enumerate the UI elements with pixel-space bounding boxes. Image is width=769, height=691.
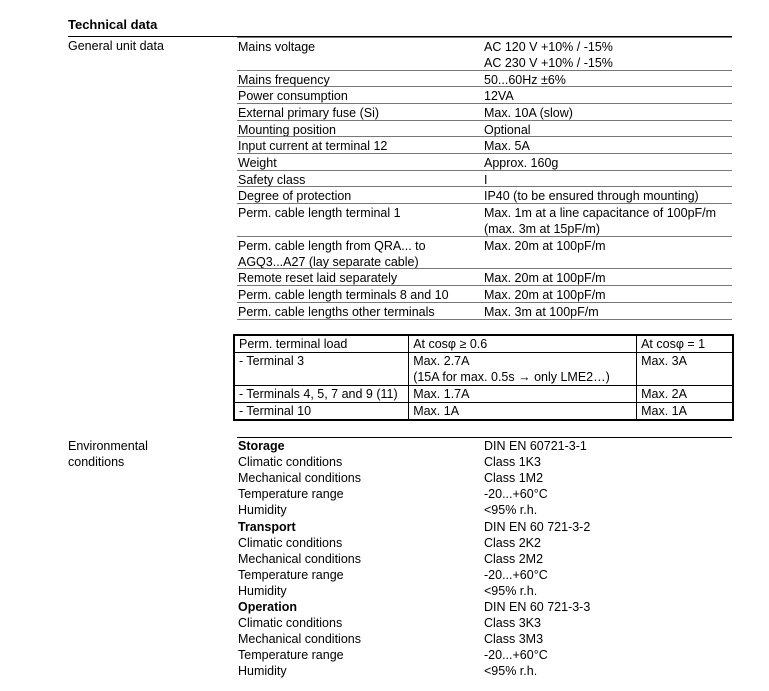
spec-value: AC 120 V +10% / -15% AC 230 V +10% / -15% [484,40,613,70]
condition-label: Mechanical conditions [238,471,361,485]
condition-value: -20...+60°C [484,487,548,501]
spec-value: Approx. 160g [484,156,559,170]
spec-label: Perm. cable length terminals 8 and 10 [238,288,449,302]
group-heading-operation: Operation [238,600,298,614]
condition-value: Class 1K3 [484,455,541,469]
condition-value: Class 3K3 [484,616,541,630]
table-cell: Max. 1.7A [409,386,637,403]
spec-label: Mounting position [238,123,336,137]
condition-label: Temperature range [238,487,344,501]
condition-value: -20...+60°C [484,648,548,662]
spec-label: Remote reset laid separately [238,271,398,285]
table-row [234,403,733,421]
spec-value: IP40 (to be ensured through mounting) [484,189,699,203]
terminal-load-table [233,334,734,421]
spec-label: Weight [238,156,277,170]
group-heading-transport: Transport [238,520,296,534]
spec-value: Max. 20m at 100pF/m [484,271,606,285]
general-unit-data-label: General unit data [68,39,164,53]
spec-label: Mains voltage [238,40,316,54]
condition-label: Temperature range [238,568,344,582]
condition-label: Humidity [238,584,287,598]
condition-value: <95% r.h. [484,664,538,678]
spec-label: Perm. cable lengths other terminals [238,305,435,319]
condition-value: Class 1M2 [484,471,544,485]
spec-label: Mains frequency [238,73,330,87]
condition-value: <95% r.h. [484,503,538,517]
group-standard: DIN EN 60 721-3-2 [484,520,591,534]
spec-value: Max. 20m at 100pF/m [484,288,606,302]
table-cell: Max. 2A [637,386,733,403]
spec-row [237,236,732,269]
spec-row [237,136,732,153]
spec-row [237,285,732,302]
table-cell: - Terminal 3 [234,353,409,386]
spec-row [237,120,732,137]
table-header-cell: At cosφ ≥ 0.6 [409,335,637,353]
spec-row [237,70,732,87]
spec-label: Input current at terminal 12 [238,139,388,153]
condition-label: Climatic conditions [238,616,343,630]
table-cell: Max. 1A [409,403,637,421]
spec-label: Safety class [238,173,306,187]
condition-value: -20...+60°C [484,568,548,582]
group-heading-storage: Storage [238,439,285,453]
spec-label: Perm. cable length from QRA... to AGQ3...A27 (lay separate cable) [238,239,426,269]
condition-value: Class 2K2 [484,536,541,550]
spec-row [237,268,732,285]
spec-row [237,103,732,120]
spec-value: Max. 10A (slow) [484,106,573,120]
spec-label: Degree of protection [238,189,352,203]
condition-label: Humidity [238,664,287,678]
environmental-conditions-label: Environmental conditions [68,439,148,469]
spec-value: Optional [484,123,531,137]
table-header-cell: At cosφ = 1 [637,335,733,353]
condition-label: Climatic conditions [238,455,343,469]
spec-value: 50...60Hz ±6% [484,73,566,87]
spec-row [237,37,732,70]
spec-row [237,203,732,236]
table-cell: - Terminals 4, 5, 7 and 9 (11) [234,386,409,403]
table-header-cell: Perm. terminal load [234,335,409,353]
table-row [234,353,733,386]
table-header-row [234,335,733,353]
condition-value: Class 2M2 [484,552,544,566]
table-cell: Max. 3A [637,353,733,386]
spec-label: External primary fuse (Si) [238,106,380,120]
spec-value: Max. 5A [484,139,530,153]
table-cell: - Terminal 10 [234,403,409,421]
condition-value: Class 3M3 [484,632,544,646]
table-cell: Max. 1A [637,403,733,421]
spec-value: Max. 1m at a line capacitance of 100pF/m (max. 3m at 15pF/m) [484,206,717,236]
condition-value: <95% r.h. [484,584,538,598]
spec-value: Max. 20m at 100pF/m [484,239,606,253]
spec-value: 12VA [484,89,514,103]
spec-row [237,170,732,187]
condition-label: Mechanical conditions [238,552,361,566]
condition-label: Humidity [238,503,287,517]
spec-row [237,302,732,320]
table-row [234,386,733,403]
spec-row [237,186,732,203]
spec-row [237,153,732,170]
spec-row [237,86,732,103]
section-title: Technical data [68,17,158,32]
condition-label: Climatic conditions [238,536,343,550]
condition-label: Mechanical conditions [238,632,361,646]
spec-label: Perm. cable length terminal 1 [238,206,401,220]
group-standard: DIN EN 60 721-3-3 [484,600,591,614]
condition-label: Temperature range [238,648,344,662]
group-standard: DIN EN 60721-3-1 [484,439,587,453]
table-cell: Max. 2.7A (15A for max. 0.5s → only LME2…) [409,353,637,386]
spec-value: Max. 3m at 100pF/m [484,305,599,319]
spec-value: I [484,173,488,187]
spec-label: Power consumption [238,89,348,103]
